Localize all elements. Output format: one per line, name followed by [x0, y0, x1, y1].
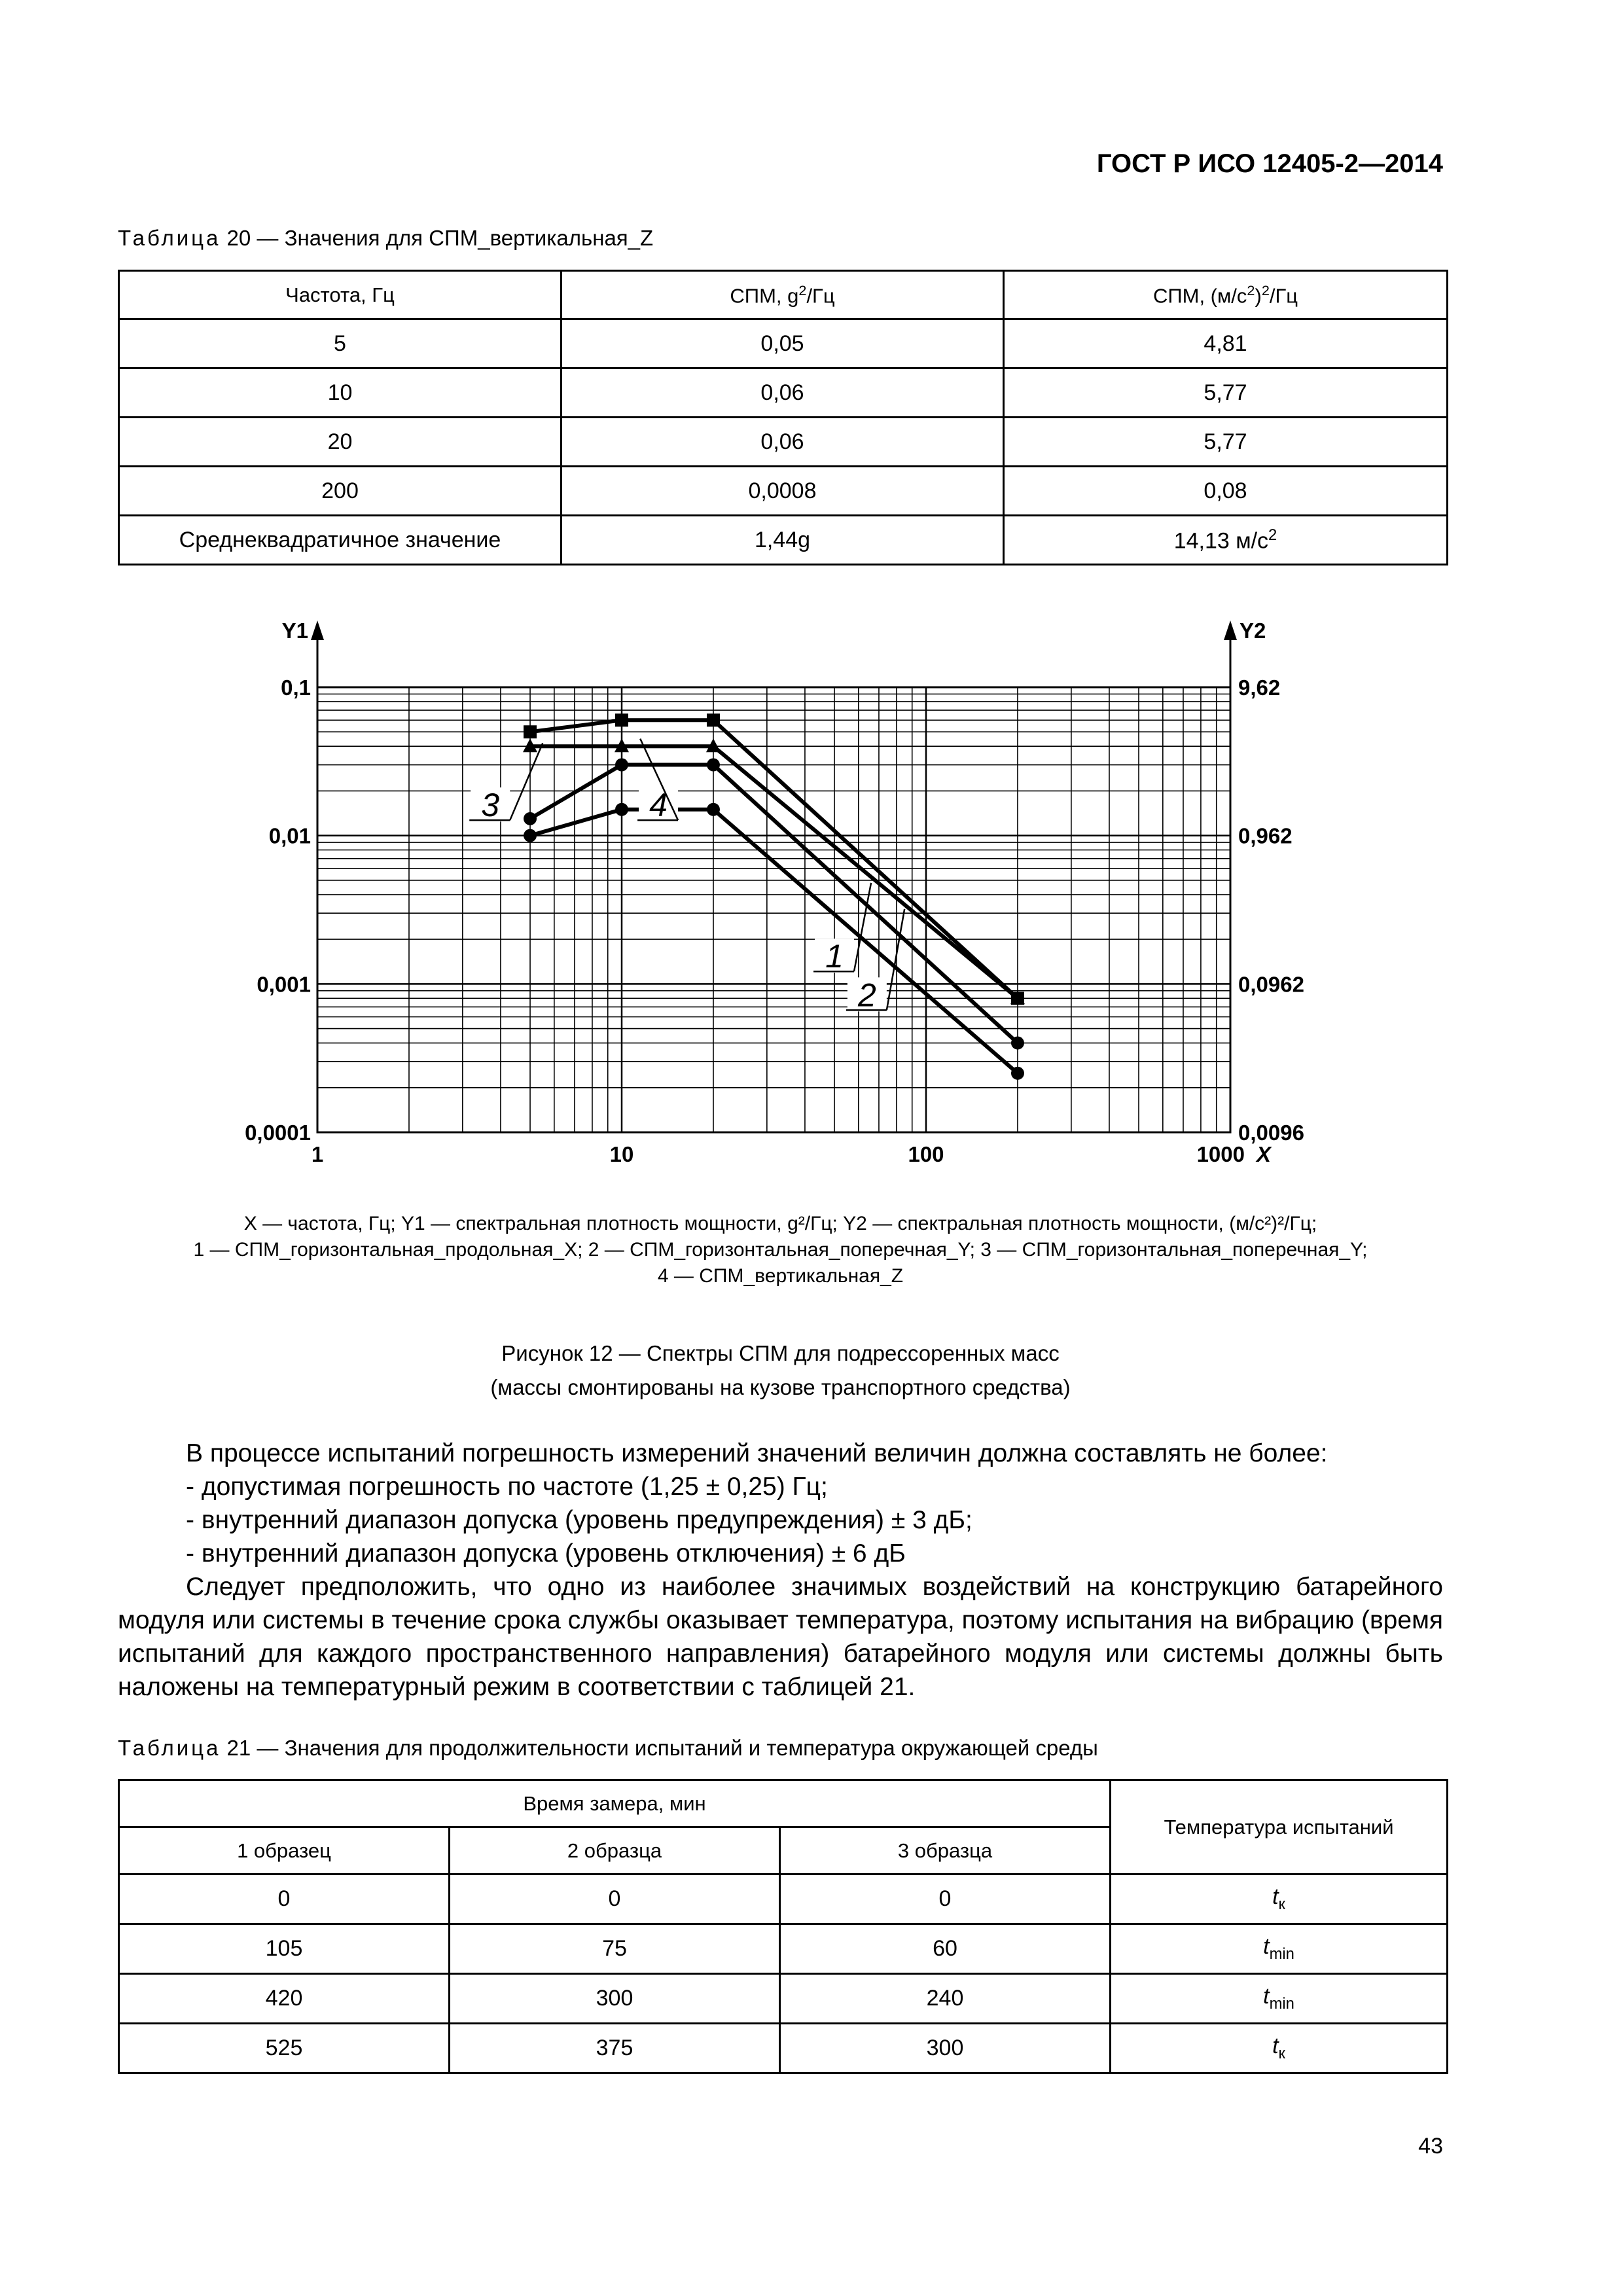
callout-leader	[510, 743, 543, 820]
series-point-4	[524, 725, 537, 738]
col3-text-c: /Гц	[1269, 284, 1298, 308]
table20-caption	[118, 226, 653, 251]
table-row	[119, 1874, 1448, 1924]
table-cell: 0,06	[562, 368, 1004, 418]
col3-sup2: 2	[1261, 281, 1270, 298]
series-point-4	[1011, 992, 1024, 1005]
series-point-2	[1011, 1037, 1024, 1050]
body-text	[118, 1437, 1443, 1704]
y2-axis-arrow-icon	[1224, 620, 1237, 640]
col3-text-a: СПМ, (м/с	[1152, 284, 1247, 308]
table21-caption	[118, 1736, 1098, 1761]
y1-tick-label: 0,1	[281, 675, 311, 700]
series-point-1	[615, 803, 628, 816]
col3-text-b: )	[1255, 284, 1262, 308]
y1-axis-arrow-icon	[311, 620, 324, 640]
table21-temp-header: Температура испытаний	[1111, 1780, 1448, 1874]
table-row	[119, 1924, 1448, 1974]
temp-symbol: t	[1272, 2034, 1279, 2059]
table-cell: 4,81	[1004, 319, 1448, 368]
series-point-4	[615, 713, 628, 726]
y1-tick-label: 0,01	[268, 823, 311, 848]
legend-line-3: 4 — СПМ_вертикальная_Z	[657, 1265, 904, 1287]
table-cell: 200	[119, 467, 562, 516]
table-cell: 300	[450, 1974, 780, 2024]
table20-rms-row	[119, 516, 1448, 565]
x-tick-label: 1	[311, 1142, 324, 1166]
col2-text-b: /Гц	[806, 284, 835, 308]
series-point-2	[707, 759, 720, 772]
table-row	[119, 2024, 1448, 2073]
callout-label: 2	[857, 977, 876, 1014]
legend-line-2: 1 — СПМ_горизонтальная_продольная_X; 2 — СПМ_горизонтальная_поперечная_Y; 3 — СПМ_горизонтальная_поперечная_Y;	[193, 1239, 1368, 1261]
table20-col-psd-ms	[1004, 271, 1448, 319]
table-cell: 10	[119, 368, 562, 418]
temp-symbol: t	[1263, 1934, 1270, 1960]
table-row	[119, 319, 1448, 368]
table-cell: 60	[780, 1924, 1111, 1974]
temp-subscript: к	[1278, 2044, 1285, 2062]
table-row	[119, 467, 1448, 516]
table-row	[119, 1974, 1448, 2024]
temp-cell	[1111, 1874, 1448, 1924]
series-point-1	[707, 803, 720, 816]
body-paragraph: Следует предположить, что одно из наиболее значимых воздействий на конструкцию батарейного модуля или системы в течение срока службы оказывает температура, поэтому испытания на вибрацию (время испытаний для каждого пространственного направления) батарейного модуля или системы должны быть наложены на температурный режим в соответствии с таблицей 21.	[118, 1573, 1443, 1701]
callout-label: 4	[649, 787, 668, 824]
table-cell: 0	[450, 1874, 780, 1924]
col2-sup: 2	[798, 281, 807, 298]
series-line-1	[530, 810, 1018, 1073]
series-line-2	[530, 765, 1018, 1043]
temp-subscript: к	[1278, 1895, 1285, 1913]
callout-label: 1	[825, 938, 844, 975]
y2-axis-name: Y2	[1240, 619, 1266, 643]
figure-legend	[118, 1211, 1443, 1289]
x-tick-label: 10	[609, 1142, 634, 1166]
rms-ms-sup: 2	[1268, 526, 1277, 544]
figure-title: Рисунок 12 — Спектры СПМ для подрессоренных масс	[501, 1341, 1060, 1365]
y2-tick-label: 9,62	[1238, 675, 1281, 700]
table-cell: 5	[119, 319, 562, 368]
rms-ms-text: 14,13 м/с	[1173, 528, 1269, 554]
temp-symbol: t	[1272, 1884, 1279, 1910]
y1-tick-label: 0,0001	[245, 1121, 311, 1145]
table-cell: 420	[119, 1974, 450, 2024]
list-item: - внутренний диапазон допуска (уровень отключения) ± 6 дБ	[186, 1539, 906, 1568]
table20-caption-text: 20 — Значения для СПМ_вертикальная_Z	[221, 226, 654, 250]
document-code: ГОСТ Р ИСО 12405-2—2014	[1096, 149, 1443, 178]
table-cell: 75	[450, 1924, 780, 1974]
series-line-4	[530, 720, 1018, 998]
table20-header-row	[119, 271, 1448, 319]
table-cell: 0,05	[562, 319, 1004, 368]
table-cell: 5,77	[1004, 368, 1448, 418]
psd-chart	[0, 609, 1623, 1185]
table-cell: 0,06	[562, 418, 1004, 467]
plot-frame	[317, 687, 1230, 1132]
y1-axis-name: Y1	[281, 619, 308, 643]
table-cell: 0	[119, 1874, 450, 1924]
temp-symbol: t	[1263, 1984, 1270, 2009]
table-cell: 5,77	[1004, 418, 1448, 467]
table20-col-frequency: Частота, Гц	[119, 271, 562, 319]
table21-caption-prefix: Таблица	[118, 1736, 221, 1760]
table-cell: 20	[119, 418, 562, 467]
table20-caption-prefix: Таблица	[118, 226, 221, 250]
table21-caption-text: 21 — Значения для продолжительности испытаний и температура окружающей среды	[221, 1736, 1098, 1760]
temp-cell	[1111, 2024, 1448, 2073]
table-cell: 0,0008	[562, 467, 1004, 516]
x-tick-label: 1000	[1196, 1142, 1245, 1166]
table21-sub3: 3 образца	[780, 1827, 1111, 1874]
y2-tick-label: 0,0096	[1238, 1121, 1304, 1145]
table-cell: 0,08	[1004, 467, 1448, 516]
x-tick-label: 100	[908, 1142, 944, 1166]
table21-header-row	[119, 1780, 1448, 1827]
table20-col-psd-g	[562, 271, 1004, 319]
table-cell: 300	[780, 2024, 1111, 2073]
table21	[118, 1779, 1448, 2074]
body-intro: В процессе испытаний погрешность измерений значений величин должна составлять не более:	[186, 1439, 1328, 1467]
rms-ms-value	[1004, 516, 1448, 565]
col3-sup1: 2	[1247, 281, 1255, 298]
table-cell: 105	[119, 1924, 450, 1974]
temp-subscript: min	[1269, 1994, 1294, 2013]
table21-group-header: Время замера, мин	[119, 1780, 1111, 1827]
table20	[118, 270, 1448, 565]
list-item: - внутренний диапазон допуска (уровень предупреждения) ± 3 дБ;	[186, 1506, 972, 1534]
list-item: - допустимая погрешность по частоте (1,25 ± 0,25) Гц;	[186, 1473, 828, 1501]
table-cell: 0	[780, 1874, 1111, 1924]
table21-sub1: 1 образец	[119, 1827, 450, 1874]
table21-sub2: 2 образца	[450, 1827, 780, 1874]
series-point-2	[524, 812, 537, 825]
y2-tick-label: 0,0962	[1238, 972, 1304, 997]
temp-cell	[1111, 1924, 1448, 1974]
x-axis-name: X	[1257, 1142, 1272, 1166]
y1-tick-label: 0,001	[257, 972, 311, 997]
table-cell: 525	[119, 2024, 450, 2073]
page-number: 43	[1418, 2134, 1443, 2159]
series-line-3	[530, 746, 1018, 998]
y2-tick-label: 0,962	[1238, 823, 1293, 848]
temp-subscript: min	[1269, 1945, 1294, 1963]
table-row	[119, 368, 1448, 418]
figure-caption	[118, 1336, 1443, 1405]
series-point-4	[707, 713, 720, 726]
series-point-1	[524, 829, 537, 842]
legend-line-1: X — частота, Гц; Y1 — спектральная плотность мощности, g²/Гц; Y2 — спектральная плотность мощности, (м/с²)²/Гц;	[243, 1213, 1317, 1234]
callout-label: 3	[481, 787, 500, 824]
temp-cell	[1111, 1974, 1448, 2024]
series-point-1	[1011, 1067, 1024, 1080]
col2-text-a: СПМ, g	[730, 284, 799, 308]
table-cell: 375	[450, 2024, 780, 2073]
table-row	[119, 418, 1448, 467]
rms-g-value: 1,44g	[562, 516, 1004, 565]
rms-label: Среднеквадратичное значение	[119, 516, 562, 565]
series-point-2	[615, 759, 628, 772]
figure-subtitle: (массы смонтированы на кузове транспортного средства)	[490, 1375, 1071, 1399]
table-cell: 240	[780, 1974, 1111, 2024]
